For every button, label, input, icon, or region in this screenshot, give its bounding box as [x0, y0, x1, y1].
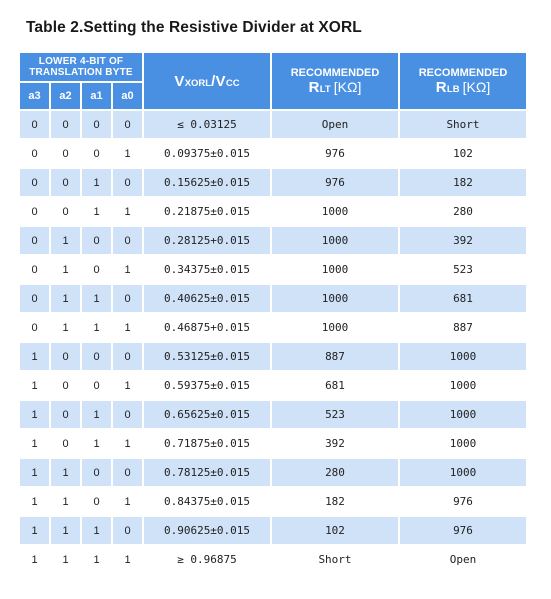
- bit-cell-a2: 0: [51, 169, 80, 196]
- bit-cell-a2: 0: [51, 430, 80, 457]
- bit-cell-a0: 0: [113, 169, 142, 196]
- rlb-header-unit: [KΩ]: [462, 78, 491, 95]
- bit-cell-a3: 0: [20, 285, 49, 312]
- ratio-header-sub2: CC: [225, 77, 240, 89]
- bit-cell-a0: 1: [113, 198, 142, 225]
- ratio-cell: 0.78125±0.015: [144, 459, 270, 486]
- bit-cell-a2: 1: [51, 546, 80, 573]
- rlb-cell: 1000: [400, 343, 526, 370]
- table-body: [20, 111, 526, 573]
- bit-cell-a1: 0: [82, 488, 111, 515]
- table-row: [20, 517, 526, 544]
- rlb-cell: 1000: [400, 430, 526, 457]
- rlt-cell: 1000: [272, 198, 398, 225]
- bit-cell-a1: 1: [82, 430, 111, 457]
- bit-cell-a2: 1: [51, 459, 80, 486]
- ratio-cell: ≥ 0.96875: [144, 546, 270, 573]
- rlb-cell: 182: [400, 169, 526, 196]
- rlt-cell: 102: [272, 517, 398, 544]
- rlt-cell: 976: [272, 140, 398, 167]
- rlb-cell: 887: [400, 314, 526, 341]
- rlt-cell: 182: [272, 488, 398, 515]
- rlb-cell: Short: [400, 111, 526, 138]
- bit-cell-a3: 1: [20, 401, 49, 428]
- rlb-cell: 1000: [400, 372, 526, 399]
- ratio-header-sub: XORL: [184, 77, 212, 89]
- table-row: [20, 314, 526, 341]
- bit-cell-a2: 1: [51, 256, 80, 283]
- rlb-header-r: R: [435, 78, 447, 96]
- rlt-cell: 1000: [272, 256, 398, 283]
- rlt-cell: 523: [272, 401, 398, 428]
- ratio-header: [144, 53, 270, 109]
- bit-cell-a1: 0: [82, 256, 111, 283]
- ratio-cell: 0.90625±0.015: [144, 517, 270, 544]
- bit-cell-a1: 1: [82, 546, 111, 573]
- rlb-cell: Open: [400, 546, 526, 573]
- ratio-cell: 0.28125+0.015: [144, 227, 270, 254]
- table-row: [20, 140, 526, 167]
- rlb-cell: 976: [400, 517, 526, 544]
- table-row: [20, 459, 526, 486]
- bit-cell-a0: 1: [113, 256, 142, 283]
- ratio-cell: 0.21875±0.015: [144, 198, 270, 225]
- bit-cell-a1: 1: [82, 401, 111, 428]
- table-row: [20, 285, 526, 312]
- table-row: [20, 430, 526, 457]
- divider-table: [18, 51, 528, 575]
- rlb-cell: 1000: [400, 459, 526, 486]
- ratio-cell: 0.40625±0.015: [144, 285, 270, 312]
- rlt-cell: 1000: [272, 227, 398, 254]
- rlt-cell: 1000: [272, 285, 398, 312]
- bit-cell-a0: 0: [113, 111, 142, 138]
- rlb-header-sub: LB: [446, 83, 460, 95]
- rlt-header-r: R: [308, 78, 320, 96]
- bit-cell-a3: 1: [20, 517, 49, 544]
- table-row: [20, 488, 526, 515]
- ratio-cell: 0.15625±0.015: [144, 169, 270, 196]
- bit-cell-a1: 1: [82, 517, 111, 544]
- bit-cell-a0: 0: [113, 227, 142, 254]
- bit-cell-a0: 0: [113, 517, 142, 544]
- bit-cell-a2: 1: [51, 227, 80, 254]
- rlb-cell: 976: [400, 488, 526, 515]
- bit-cell-a1: 0: [82, 343, 111, 370]
- rlt-cell: 887: [272, 343, 398, 370]
- ratio-cell: 0.65625±0.015: [144, 401, 270, 428]
- table-row: [20, 198, 526, 225]
- rlt-cell: 681: [272, 372, 398, 399]
- bit-cell-a1: 0: [82, 140, 111, 167]
- bit-cell-a2: 0: [51, 372, 80, 399]
- bit-group-header: [20, 53, 142, 81]
- rlt-cell: 976: [272, 169, 398, 196]
- ratio-cell: 0.53125±0.015: [144, 343, 270, 370]
- rlt-cell: 1000: [272, 314, 398, 341]
- rlt-cell: 280: [272, 459, 398, 486]
- rlb-header-line1: RECOMMENDED: [418, 66, 508, 79]
- rlt-header: [272, 53, 398, 109]
- bit-cell-a2: 1: [51, 488, 80, 515]
- bit-cell-a0: 0: [113, 343, 142, 370]
- bit-cell-a2: 0: [51, 198, 80, 225]
- bit-cell-a0: 0: [113, 459, 142, 486]
- bit-cell-a3: 0: [20, 111, 49, 138]
- bit-cell-a0: 0: [113, 401, 142, 428]
- table-row: [20, 401, 526, 428]
- table-row: [20, 256, 526, 283]
- bit-cell-a2: 0: [51, 111, 80, 138]
- bit-cell-a1: 0: [82, 372, 111, 399]
- bit-cell-a3: 1: [20, 343, 49, 370]
- bit-cell-a1: 1: [82, 169, 111, 196]
- table-row: [20, 546, 526, 573]
- bit-cell-a0: 1: [113, 430, 142, 457]
- bit-cell-a2: 1: [51, 314, 80, 341]
- bit-cell-a2: 0: [51, 401, 80, 428]
- rlt-cell: 392: [272, 430, 398, 457]
- bit-cell-a1: 1: [82, 314, 111, 341]
- bit-group-header-line2: TRANSLATION BYTE: [29, 67, 133, 78]
- ratio-cell: 0.09375±0.015: [144, 140, 270, 167]
- bit-cell-a3: 1: [20, 430, 49, 457]
- rlb-cell: 392: [400, 227, 526, 254]
- bit-cell-a3: 0: [20, 314, 49, 341]
- ratio-cell: 0.46875+0.015: [144, 314, 270, 341]
- bit-group-header-line1: LOWER 4-BIT OF: [38, 56, 124, 67]
- bit-cell-a3: 0: [20, 198, 49, 225]
- bit-header-a0: a0: [113, 83, 142, 109]
- bit-header-a1: a1: [82, 83, 111, 109]
- rlb-cell: 681: [400, 285, 526, 312]
- table-row: [20, 227, 526, 254]
- bit-cell-a2: 0: [51, 343, 80, 370]
- bit-cell-a2: 0: [51, 140, 80, 167]
- ratio-cell: 0.71875±0.015: [144, 430, 270, 457]
- ratio-header-sep: /V: [211, 72, 226, 90]
- table-row: [20, 372, 526, 399]
- rlt-header-unit: [KΩ]: [333, 78, 362, 95]
- table-title: Table 2.Setting the Resistive Divider at XORL: [26, 19, 362, 36]
- table-row: [20, 169, 526, 196]
- bit-cell-a3: 1: [20, 546, 49, 573]
- bit-cell-a3: 0: [20, 140, 49, 167]
- rlb-cell: 523: [400, 256, 526, 283]
- bit-cell-a3: 1: [20, 372, 49, 399]
- bit-header-a3: a3: [20, 83, 49, 109]
- bit-cell-a3: 1: [20, 459, 49, 486]
- rlt-cell: Open: [272, 111, 398, 138]
- bit-cell-a1: 0: [82, 111, 111, 138]
- rlb-cell: 1000: [400, 401, 526, 428]
- bit-cell-a3: 0: [20, 256, 49, 283]
- bit-cell-a1: 0: [82, 227, 111, 254]
- ratio-cell: ≤ 0.03125: [144, 111, 270, 138]
- table-row: [20, 111, 526, 138]
- table-row: [20, 343, 526, 370]
- ratio-cell: 0.84375±0.015: [144, 488, 270, 515]
- bit-cell-a1: 1: [82, 285, 111, 312]
- rlt-header-line1: RECOMMENDED: [290, 66, 380, 79]
- bit-cell-a2: 1: [51, 285, 80, 312]
- rlb-cell: 280: [400, 198, 526, 225]
- bit-cell-a0: 1: [113, 372, 142, 399]
- bit-cell-a3: 1: [20, 488, 49, 515]
- bit-cell-a0: 1: [113, 314, 142, 341]
- rlt-header-sub: LT: [319, 83, 331, 95]
- bit-cell-a1: 0: [82, 459, 111, 486]
- ratio-cell: 0.34375±0.015: [144, 256, 270, 283]
- rlb-header: [400, 53, 526, 109]
- bit-cell-a0: 1: [113, 140, 142, 167]
- bit-cell-a2: 1: [51, 517, 80, 544]
- bit-cell-a3: 0: [20, 169, 49, 196]
- bit-cell-a0: 0: [113, 285, 142, 312]
- rlb-cell: 102: [400, 140, 526, 167]
- bit-header-a2: a2: [51, 83, 80, 109]
- bit-cell-a3: 0: [20, 227, 49, 254]
- ratio-cell: 0.59375±0.015: [144, 372, 270, 399]
- bit-cell-a0: 1: [113, 546, 142, 573]
- ratio-header-v: V: [174, 72, 185, 90]
- bit-cell-a1: 1: [82, 198, 111, 225]
- rlt-cell: Short: [272, 546, 398, 573]
- bit-cell-a0: 1: [113, 488, 142, 515]
